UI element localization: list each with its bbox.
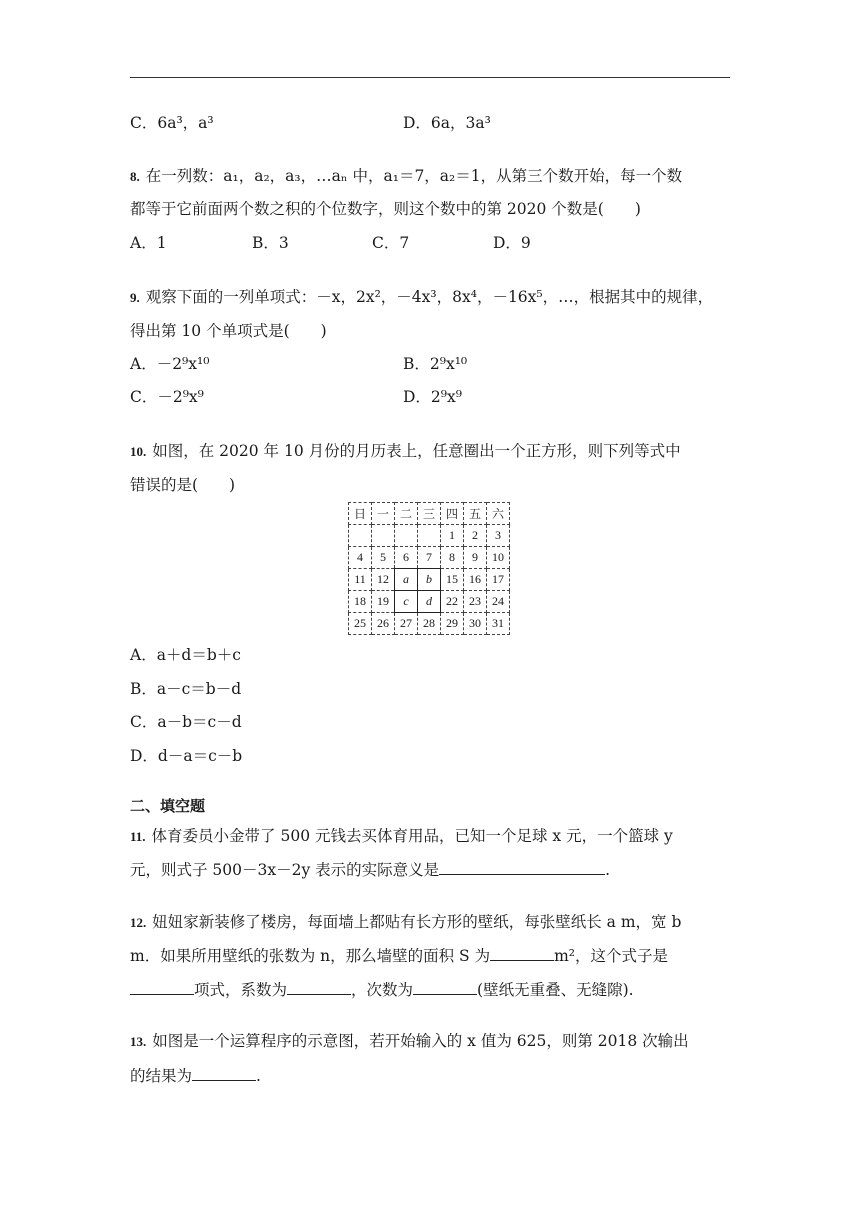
question-number: 10. <box>130 444 147 459</box>
q9-line1: 9. 观察下面的一列单项式：－x，2x²，－4x³，8x⁴，－16x⁵，…，根据其中的规律， <box>130 288 714 306</box>
calendar-cell: 16 <box>464 569 487 591</box>
calendar-weekday: 三 <box>418 503 441 525</box>
october-calendar <box>348 502 510 635</box>
answer-blank[interactable] <box>439 858 605 875</box>
calendar-cell: 1 <box>441 525 464 547</box>
calendar-cell-selected: a <box>395 569 418 591</box>
calendar-cell: 30 <box>464 613 487 635</box>
q8-option-a: A．1 <box>130 234 167 252</box>
calendar-cell <box>395 525 418 547</box>
calendar-weekday: 五 <box>464 503 487 525</box>
question-number: 11. <box>130 829 146 844</box>
q12-line1: 12. 妞妞家新装修了楼房，每面墙上都贴有长方形的壁纸，每张壁纸长 a m，宽 b <box>130 913 682 931</box>
q12-line3: 项式，系数为 ，次数为 (壁纸无重叠、无缝隙). <box>130 978 634 1001</box>
calendar-weekday: 四 <box>441 503 464 525</box>
q11-line2: 元，则式子 500－3x－2y 表示的实际意义是 . <box>130 858 610 881</box>
q10-option-c: C．a－b＝c－d <box>130 713 242 731</box>
question-number: 8. <box>130 169 140 184</box>
q8-option-d: D．9 <box>493 234 531 252</box>
calendar-cell: 12 <box>372 569 395 591</box>
calendar-row <box>349 591 510 613</box>
calendar-cell: 23 <box>464 591 487 613</box>
calendar-cell: 15 <box>441 569 464 591</box>
answer-blank[interactable] <box>130 978 194 995</box>
calendar-cell-selected: b <box>418 569 441 591</box>
calendar-row <box>349 547 510 569</box>
q9-option-b: B．2⁹x¹⁰ <box>403 355 468 373</box>
calendar-cell: 19 <box>372 591 395 613</box>
calendar-cell: 28 <box>418 613 441 635</box>
answer-blank[interactable] <box>192 1064 256 1081</box>
calendar-cell <box>418 525 441 547</box>
q8-option-b: B．3 <box>252 234 289 252</box>
calendar-cell: 25 <box>349 613 372 635</box>
q7-option-c: C．6a³，a³ <box>130 114 214 132</box>
question-number: 9. <box>130 290 140 305</box>
calendar-cell <box>372 525 395 547</box>
answer-blank[interactable] <box>413 978 477 995</box>
question-number: 13. <box>130 1034 147 1049</box>
calendar-cell: 27 <box>395 613 418 635</box>
q9-option-c: C．－2⁹x⁹ <box>130 388 204 406</box>
calendar-cell: 18 <box>349 591 372 613</box>
question-number: 12. <box>130 915 147 930</box>
calendar-header-row <box>349 503 510 525</box>
calendar-cell: 4 <box>349 547 372 569</box>
q11-line1: 11. 体育委员小金带了 500 元钱去买体育用品，已知一个足球 x 元，一个篮球 y <box>130 827 673 845</box>
calendar-cell: 6 <box>395 547 418 569</box>
calendar-row <box>349 613 510 635</box>
calendar-cell: 31 <box>487 613 510 635</box>
calendar-cell: 29 <box>441 613 464 635</box>
calendar-cell: 10 <box>487 547 510 569</box>
calendar-cell: 2 <box>464 525 487 547</box>
q8-option-c: C．7 <box>372 234 410 252</box>
calendar-cell <box>349 525 372 547</box>
q9-option-a: A．－2⁹x¹⁰ <box>130 355 210 373</box>
calendar-cell: 8 <box>441 547 464 569</box>
q8-line2: 都等于它前面两个数之积的个位数字，则这个数中的第 2020 个数是( ) <box>130 200 641 218</box>
calendar-weekday: 二 <box>395 503 418 525</box>
q9-line2: 得出第 10 个单项式是( ) <box>130 322 327 340</box>
calendar-cell: 7 <box>418 547 441 569</box>
calendar-cell: 5 <box>372 547 395 569</box>
calendar-cell-selected: c <box>395 591 418 613</box>
q9-option-d: D．2⁹x⁹ <box>403 388 462 406</box>
calendar-weekday: 一 <box>372 503 395 525</box>
answer-blank[interactable] <box>287 978 351 995</box>
calendar-row <box>349 525 510 547</box>
answer-blank[interactable] <box>490 944 554 961</box>
calendar-cell: 3 <box>487 525 510 547</box>
calendar-weekday: 日 <box>349 503 372 525</box>
q10-line1: 10. 如图，在 2020 年 10 月份的月历表上，任意圈出一个正方形，则下列等式中 <box>130 442 681 460</box>
q12-line2: m．如果所用壁纸的张数为 n，那么墙壁的面积 S 为 m²，这个式子是 <box>130 944 668 967</box>
q13-line1: 13. 如图是一个运算程序的示意图，若开始输入的 x 值为 625，则第 2018 次输出 <box>130 1032 689 1050</box>
calendar-cell: 24 <box>487 591 510 613</box>
calendar-weekday: 六 <box>487 503 510 525</box>
calendar-cell: 22 <box>441 591 464 613</box>
calendar-cell: 11 <box>349 569 372 591</box>
calendar-cell: 17 <box>487 569 510 591</box>
q10-option-d: D．d－a＝c－b <box>130 747 243 765</box>
q13-line2: 的结果为 . <box>130 1064 261 1087</box>
calendar-cell: 26 <box>372 613 395 635</box>
section-heading: 二、填空题 <box>130 797 206 815</box>
calendar-cell-selected: d <box>418 591 441 613</box>
q10-option-a: A．a＋d＝b＋c <box>130 646 241 664</box>
q10-line2: 错误的是( ) <box>130 476 236 494</box>
q10-option-b: B．a－c＝b－d <box>130 680 242 698</box>
calendar-cell: 9 <box>464 547 487 569</box>
header-rule <box>130 77 730 78</box>
q7-option-d: D．6a，3a³ <box>403 114 491 132</box>
calendar-row <box>349 569 510 591</box>
q8-line1: 8. 在一列数：a₁，a₂，a₃，…aₙ 中，a₁＝7，a₂＝1，从第三个数开始，每一个数 <box>130 167 683 185</box>
